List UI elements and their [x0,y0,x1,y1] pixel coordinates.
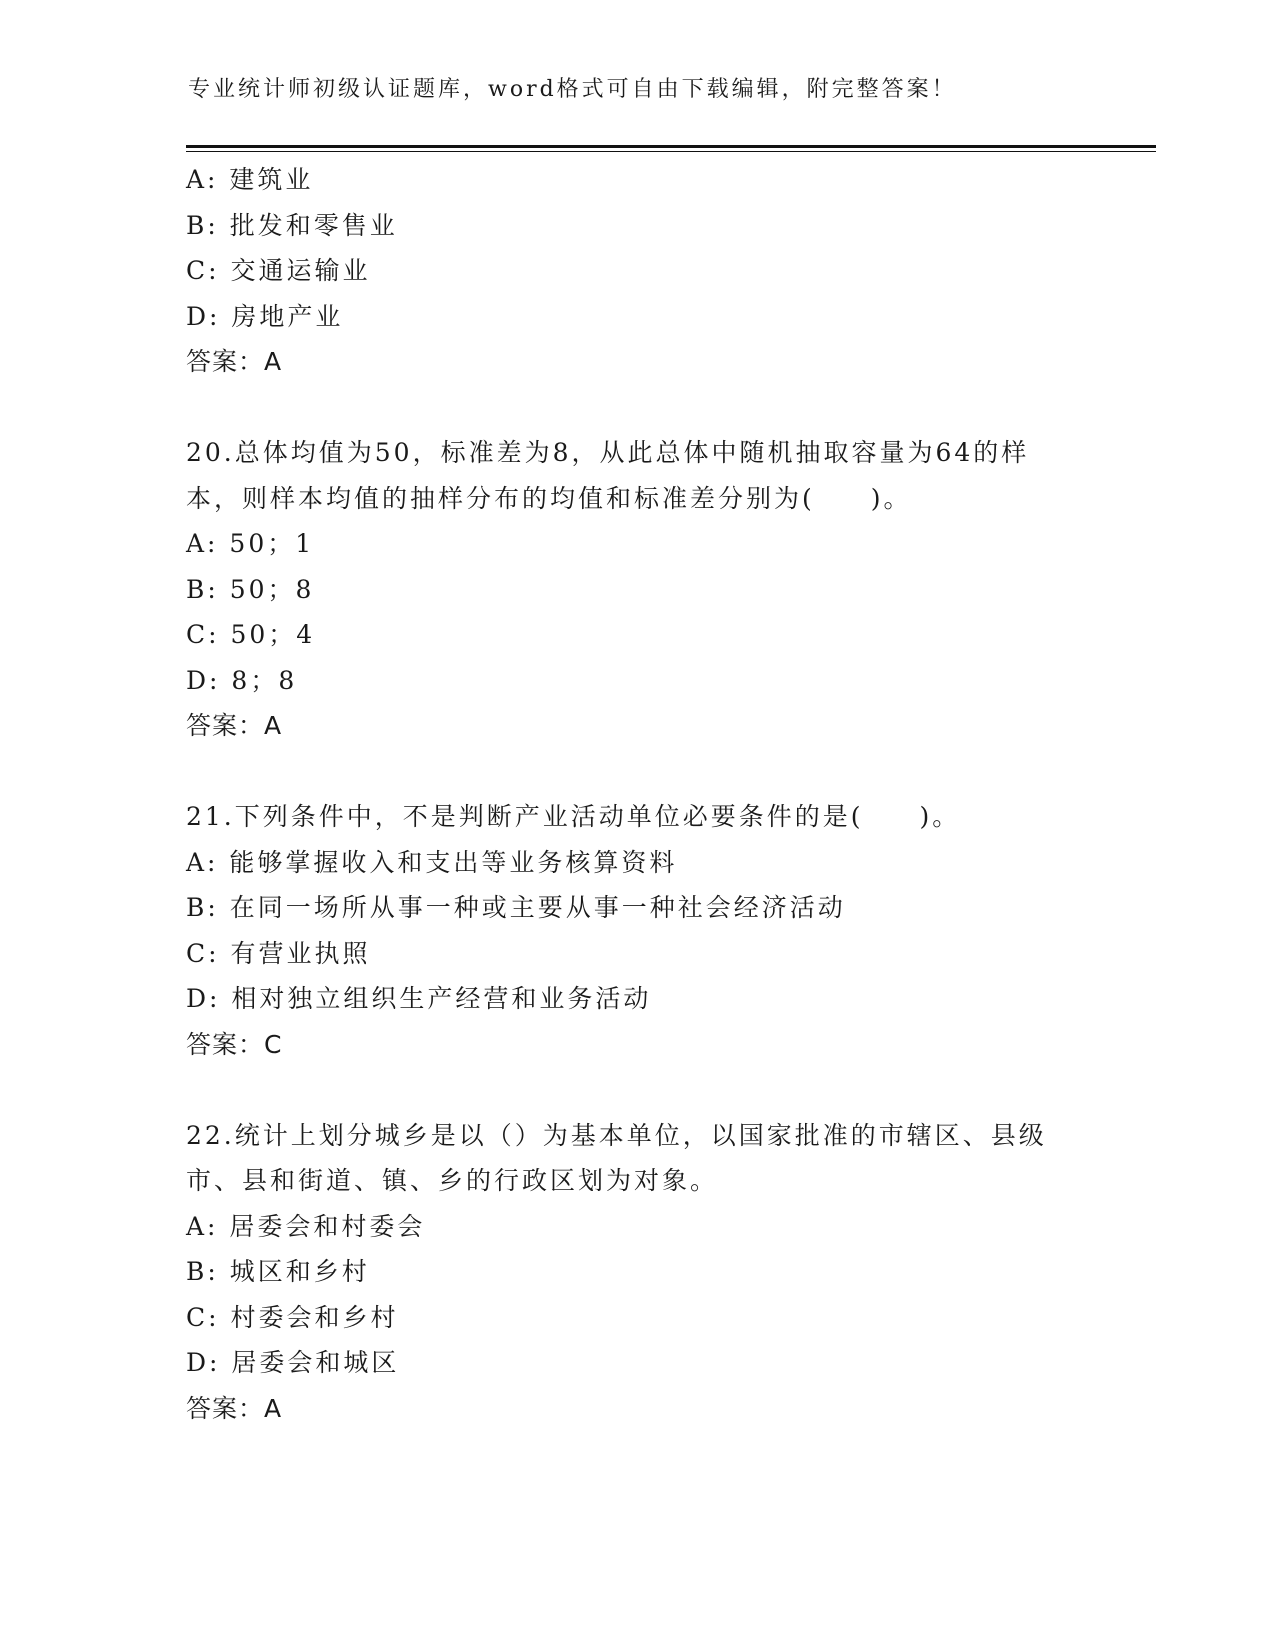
answer-line: 答案：A [186,1393,283,1423]
option-b: B: 城区和乡村 [186,1257,370,1286]
header-rule [186,145,1156,152]
question-list [186,157,1086,1431]
spacer [186,1067,1086,1113]
spacer [186,385,1086,431]
question-20 [186,430,1086,749]
option-a: A: 建筑业 [186,165,314,194]
option-b: B: 批发和零售业 [186,210,398,240]
question-19-continued [186,157,1086,385]
question-stem: 市、县和街道、镇、乡的行政区划为对象。 [186,1166,719,1195]
option-c: C: 交通运输业 [186,256,371,285]
option-a: A: 能够掌握收入和支出等业务核算资料 [186,847,678,877]
question-stem: 22.统计上划分城乡是以（）为基本单位，以国家批准的市辖区、县级 [186,1120,1047,1150]
option-d: D: 居委会和城区 [186,1348,400,1377]
option-c: C: 50；4 [186,620,316,649]
question-stem: 20.总体均值为50，标准差为8，从此总体中随机抽取容量为64的样 [186,438,1030,467]
option-d: D: 房地产业 [186,301,344,331]
question-stem: 本，则样本均值的抽样分布的均值和标准差分别为( )。 [186,483,912,513]
option-b: B: 在同一场所从事一种或主要从事一种社会经济活动 [186,893,846,922]
option-d: D: 8；8 [186,665,298,695]
answer-line: 答案：C [186,1029,283,1059]
answer-line: 答案：A [186,711,283,740]
option-b: B: 50；8 [186,574,315,604]
question-stem: 21.下列条件中，不是判断产业活动单位必要条件的是( )。 [186,802,961,831]
question-21 [186,794,1086,1067]
question-22 [186,1113,1086,1432]
answer-line: 答案：A [186,347,283,376]
option-c: C: 有营业执照 [186,938,371,968]
option-c: C: 村委会和乡村 [186,1302,399,1332]
option-a: A: 50；1 [186,529,315,558]
option-d: D: 相对独立组织生产经营和业务活动 [186,984,652,1013]
page-header: 专业统计师初级认证题库，word格式可自由下载编辑，附完整答案！ [188,77,957,102]
option-a: A: 居委会和村委会 [186,1211,426,1241]
spacer [186,749,1086,795]
